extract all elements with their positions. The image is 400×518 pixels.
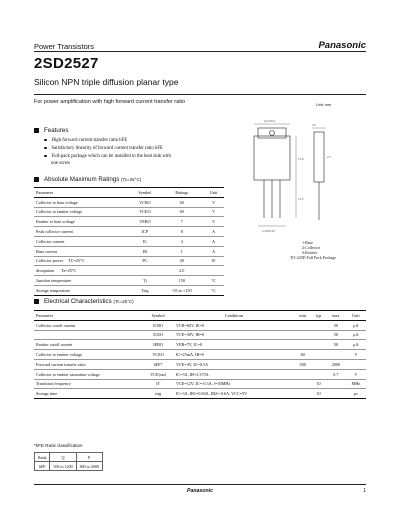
table-cell: V <box>203 207 224 217</box>
table-cell: Collector to emitter saturation voltage <box>34 369 142 379</box>
table-cell <box>311 359 326 369</box>
pin-1-label: 1:Base <box>302 240 313 245</box>
table-cell: IC <box>129 236 160 246</box>
package-tab <box>258 128 286 138</box>
features-heading: Features <box>34 127 68 134</box>
subtitle: Silicon NPN triple diffusion planar type <box>34 77 179 87</box>
abs-max-heading: Absolute Maximum Ratings (Tc=25°C) <box>34 176 141 183</box>
column-header: Symbol <box>142 311 174 321</box>
section-square-icon <box>34 177 39 182</box>
table-cell: 50 <box>326 330 346 340</box>
table-cell: Emitter cutoff current <box>34 340 142 350</box>
table-cell <box>326 389 346 399</box>
table-cell: fT <box>142 379 174 389</box>
table-row <box>34 227 224 237</box>
table-cell: °C <box>203 276 224 286</box>
table-cell: VCE=4V, IC=0.5A <box>174 359 294 369</box>
table-cell: Collector to emitter voltage <box>34 207 129 217</box>
table-cell: 8 <box>160 227 203 237</box>
section-square-icon <box>34 299 39 304</box>
table-cell: W <box>203 256 224 266</box>
table-cell: 150 <box>160 276 203 286</box>
table-cell: 800 to 2000 <box>76 462 102 471</box>
table-cell: μA <box>346 340 366 350</box>
table-cell: Tstg <box>129 285 160 295</box>
footer-rule <box>34 484 366 485</box>
table-header-row <box>35 453 103 462</box>
table-cell: tstg <box>142 389 174 399</box>
table-cell: μA <box>346 320 366 330</box>
table-cell: VEBO <box>129 217 160 227</box>
table-cell: 50 <box>326 320 346 330</box>
package-body <box>254 136 290 180</box>
svg-text:15.0: 15.0 <box>298 157 304 161</box>
header-rule <box>34 51 366 52</box>
column-header: Parameter <box>34 311 142 321</box>
pin-3-label: 3:Emitter <box>302 250 318 255</box>
table-cell: VCEO <box>129 207 160 217</box>
table-cell: Junction temperature <box>34 276 129 286</box>
column-header: Symbol <box>129 188 160 198</box>
table-cell: 1 <box>160 246 203 256</box>
feature-item: Full-pack package which can be installed to the heat sink with <box>44 154 171 159</box>
table-row <box>34 359 366 369</box>
table-cell: 60 <box>160 197 203 207</box>
column-header: max <box>326 311 346 321</box>
table-cell <box>326 379 346 389</box>
table-cell <box>294 340 311 350</box>
table-cell <box>294 369 311 379</box>
table-cell: Storage temperature <box>34 285 129 295</box>
table-cell: Collector current <box>34 236 129 246</box>
bullet-icon <box>44 139 47 142</box>
table-cell: 50 <box>326 340 346 350</box>
table-cell: PC <box>129 256 160 266</box>
table-row <box>34 320 366 330</box>
table-cell: ICBO <box>142 320 174 330</box>
table-cell: 0.7 <box>326 369 346 379</box>
table-cell: 4 <box>160 236 203 246</box>
table-row <box>34 217 224 227</box>
table-row <box>35 462 103 471</box>
table-cell: 500 <box>294 359 311 369</box>
column-header: Conditions <box>174 311 294 321</box>
table-cell: Transition frequency <box>34 379 142 389</box>
table-cell: 10 <box>311 389 326 399</box>
table-row <box>34 236 224 246</box>
table-cell: dissipation Ta=25°C <box>34 266 129 276</box>
svg-text:4.5: 4.5 <box>312 123 316 127</box>
table-cell: Collector to base voltage <box>34 197 129 207</box>
table-cell: 40 <box>160 256 203 266</box>
svg-text:2.54±0.25: 2.54±0.25 <box>262 229 275 233</box>
brand-logo: Panasonic <box>318 40 366 51</box>
elec-char-table <box>34 310 366 399</box>
table-header-row <box>34 188 224 198</box>
rank-table <box>34 452 103 471</box>
column-header: typ <box>311 311 326 321</box>
subtitle-rule <box>34 94 366 95</box>
table-cell <box>311 330 326 340</box>
column-header: min <box>294 311 311 321</box>
table-cell: IC=3A, IB=2.375A <box>174 369 294 379</box>
table-cell: Peak collector current <box>34 227 129 237</box>
table-cell: VCE=30V, IB=0 <box>174 330 294 340</box>
table-row <box>34 389 366 399</box>
category-label: Power Transistors <box>34 42 95 51</box>
table-cell: VCE=12V, IC=-0.3A, f=30MHz <box>174 379 294 389</box>
table-cell: A <box>203 246 224 256</box>
table-cell: IB <box>129 246 160 256</box>
table-cell: Tj <box>129 276 160 286</box>
table-cell <box>326 350 346 360</box>
table-cell: Emitter to base voltage <box>34 217 129 227</box>
table-cell: hFE* <box>142 359 174 369</box>
bullet-icon <box>44 147 47 150</box>
table-cell <box>311 350 326 360</box>
table-cell: P <box>76 453 102 462</box>
table-cell <box>311 369 326 379</box>
table-cell: 60 <box>160 207 203 217</box>
mounting-hole <box>270 131 275 136</box>
svg-text:2.7: 2.7 <box>327 155 331 159</box>
table-row <box>34 379 366 389</box>
table-cell: Collector to emitter voltage <box>34 350 142 360</box>
table-cell: Collector cutoff current <box>34 320 142 330</box>
table-cell: 500 to 1200 <box>50 462 76 471</box>
table-cell: A <box>203 236 224 246</box>
elec-char-heading: Electrical Characteristics (Tc=25°C) <box>34 298 134 305</box>
table-row <box>34 256 224 266</box>
table-cell <box>129 266 160 276</box>
table-cell: A <box>203 227 224 237</box>
svg-text:10.0±0.2: 10.0±0.2 <box>264 119 276 123</box>
rank-note: *hFE Rank classification <box>34 443 83 448</box>
table-cell: VCE(sat) <box>142 369 174 379</box>
table-cell: ICP <box>129 227 160 237</box>
table-cell: Storage time <box>34 389 142 399</box>
feature-item: Satisfactory linearity of forward current transfer ratio hFE <box>44 146 163 151</box>
table-cell: V <box>203 217 224 227</box>
svg-text:13.5: 13.5 <box>298 197 304 201</box>
section-square-icon <box>34 128 39 133</box>
table-row <box>34 246 224 256</box>
table-cell: VCEO <box>142 350 174 360</box>
table-cell <box>294 389 311 399</box>
column-header: Unit <box>203 188 224 198</box>
feature-item: High forward current transfer ratio hFE <box>44 138 127 143</box>
part-number: 2SD2527 <box>34 55 99 72</box>
table-cell: 60 <box>294 350 311 360</box>
table-cell: 10 <box>311 379 326 389</box>
table-cell: V <box>346 369 366 379</box>
table-row <box>34 285 224 295</box>
table-cell <box>203 266 224 276</box>
table-cell <box>311 320 326 330</box>
table-cell: VCB=60V, IE=0 <box>174 320 294 330</box>
table-cell <box>294 379 311 389</box>
column-header: Ratings <box>160 188 203 198</box>
table-row <box>34 197 224 207</box>
table-row <box>34 276 224 286</box>
table-row <box>34 266 224 276</box>
feature-item-continued: one screw <box>51 161 71 166</box>
package-name: TO-220D Full Pack Package <box>290 255 337 260</box>
table-row <box>34 330 366 340</box>
table-cell: VEB=7V, IC=0 <box>174 340 294 350</box>
pin-2-label: 2:Collector <box>302 245 320 250</box>
table-cell: Collector power TC=25°C <box>34 256 129 266</box>
table-row <box>34 369 366 379</box>
table-cell: ICEO <box>142 330 174 340</box>
table-cell: μs <box>346 389 366 399</box>
table-cell: Forward current transfer ratio <box>34 359 142 369</box>
column-header: Unit <box>346 311 366 321</box>
table-cell <box>311 340 326 350</box>
footer-brand: Panasonic <box>187 488 213 494</box>
table-cell: -55 to +150 <box>160 285 203 295</box>
column-header: Parameter <box>34 188 129 198</box>
table-cell: VCBO <box>129 197 160 207</box>
table-cell: V <box>346 350 366 360</box>
table-cell: 2000 <box>326 359 346 369</box>
package-outline-diagram <box>232 108 372 264</box>
table-row <box>34 207 224 217</box>
table-cell: V <box>203 197 224 207</box>
page-number: 1 <box>363 488 366 494</box>
unit-note: Unit: mm <box>316 103 332 107</box>
table-cell <box>346 359 366 369</box>
table-cell: hFE <box>35 462 50 471</box>
table-cell: 2.0 <box>160 266 203 276</box>
table-cell: Rank <box>35 453 50 462</box>
table-cell <box>294 320 311 330</box>
table-cell: IC=25mA, IB=0 <box>174 350 294 360</box>
table-cell: IC=3A, IB1=0.84A, IB2=-0.6A, VCC=5V <box>174 389 294 399</box>
table-cell: 7 <box>160 217 203 227</box>
table-cell: μA <box>346 330 366 340</box>
table-cell <box>34 330 142 340</box>
table-row <box>34 350 366 360</box>
table-cell: MHz <box>346 379 366 389</box>
table-cell: °C <box>203 285 224 295</box>
abs-max-table <box>34 187 224 296</box>
table-cell: Q <box>50 453 76 462</box>
bullet-icon <box>44 155 47 158</box>
side-view-body <box>314 132 324 182</box>
table-cell: Base current <box>34 246 129 256</box>
table-cell <box>294 330 311 340</box>
table-row <box>34 340 366 350</box>
purpose-text: For power amplification with high forward current transfer ratio <box>34 99 186 105</box>
table-header-row <box>34 311 366 321</box>
table-cell: IEBO <box>142 340 174 350</box>
